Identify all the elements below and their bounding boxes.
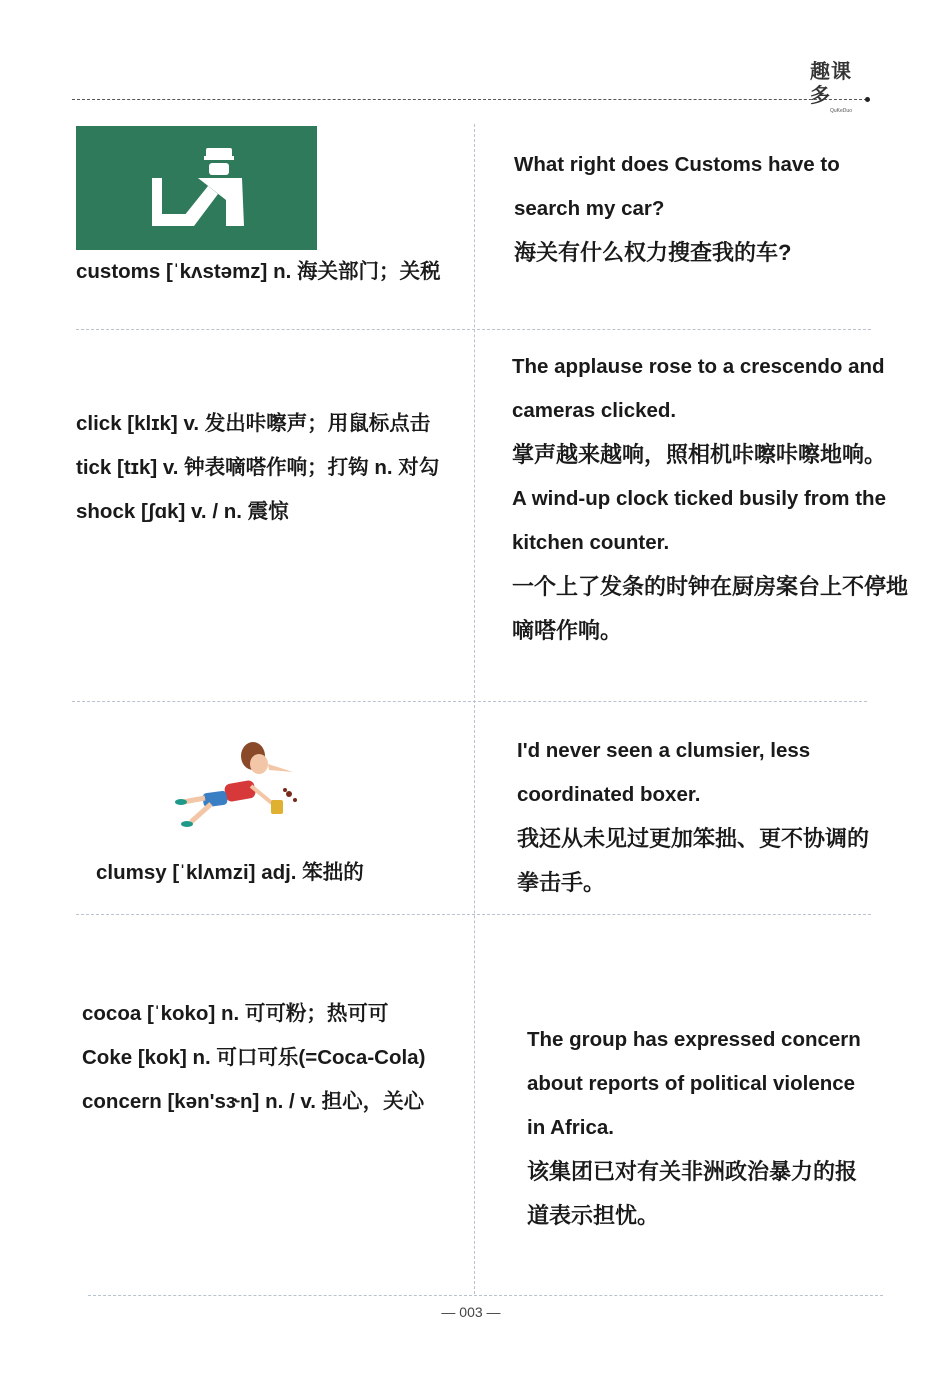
footer-divider [88,1295,883,1296]
word-entry: cocoa [ˈkoko] n. 可可粉；热可可 [82,1002,389,1025]
logo-subtext: QuKeDuo [830,108,852,114]
example-zh: 该集团已对有关非洲政治暴力的报道表示担忧。 [527,1159,858,1228]
card-1-sentences [514,143,874,275]
example-zh: 掌声越来越响，照相机咔嚓咔嚓地响。 [512,442,887,467]
example-zh: 一个上了发条的时钟在厨房案台上不停地嘀嗒作响。 [512,574,909,643]
example-en: The group has expressed concern about reports of political violence in Africa. [527,1028,861,1139]
word-entry: shock [ʃɑk] v. / n. 震惊 [76,500,289,523]
card-3-sentences [517,729,872,905]
example-zh: 我还从未见过更加笨拙、更不协调的拳击手。 [517,826,870,895]
card-2-sentences [512,345,912,653]
page-number: — 003 — [441,1304,501,1320]
header-divider [72,99,867,100]
word-entry: customs [ˈkʌstəmz] n. 海关部门；关税 [76,260,441,283]
example-zh: 海关有什么权力搜查我的车? [514,240,792,265]
example-en: What right does Customs have to search my car? [514,153,840,220]
brand-logo [810,60,872,114]
word-entry: click [klɪk] v. 发出咔嚓声；用鼠标点击 [76,412,431,435]
clumsy-person-illustration [175,734,305,830]
row-divider-2 [72,701,867,702]
example-en: The applause rose to a crescendo and cameras clicked. [512,355,885,422]
card-1-words [76,250,466,294]
example-en: I'd never seen a clumsier, less coordinated boxer. [517,739,811,806]
row-divider-3 [76,914,871,915]
card-2-words [76,402,471,534]
card-3-words [96,851,466,895]
card-4-sentences [527,1018,872,1238]
row-divider-1 [76,329,871,330]
header-divider-dot [865,97,870,102]
word-entry: clumsy [ˈklʌmzi] adj. 笨拙的 [96,861,364,884]
logo-text: 趣课多 [810,61,852,107]
word-entry: tick [tɪk] v. 钟表嘀嗒作响；打钩 n. 对勾 [76,456,440,479]
word-entry: Coke [kok] n. 可口可乐(=Coca-Cola) [82,1046,426,1069]
card-4-words [82,992,472,1124]
customs-officer-icon [76,126,317,250]
column-divider [474,124,475,1294]
word-entry: concern [kən'sɝn] n. / v. 担心，关心 [82,1090,425,1113]
example-en: A wind-up clock ticked busily from the kitchen counter. [512,487,886,554]
